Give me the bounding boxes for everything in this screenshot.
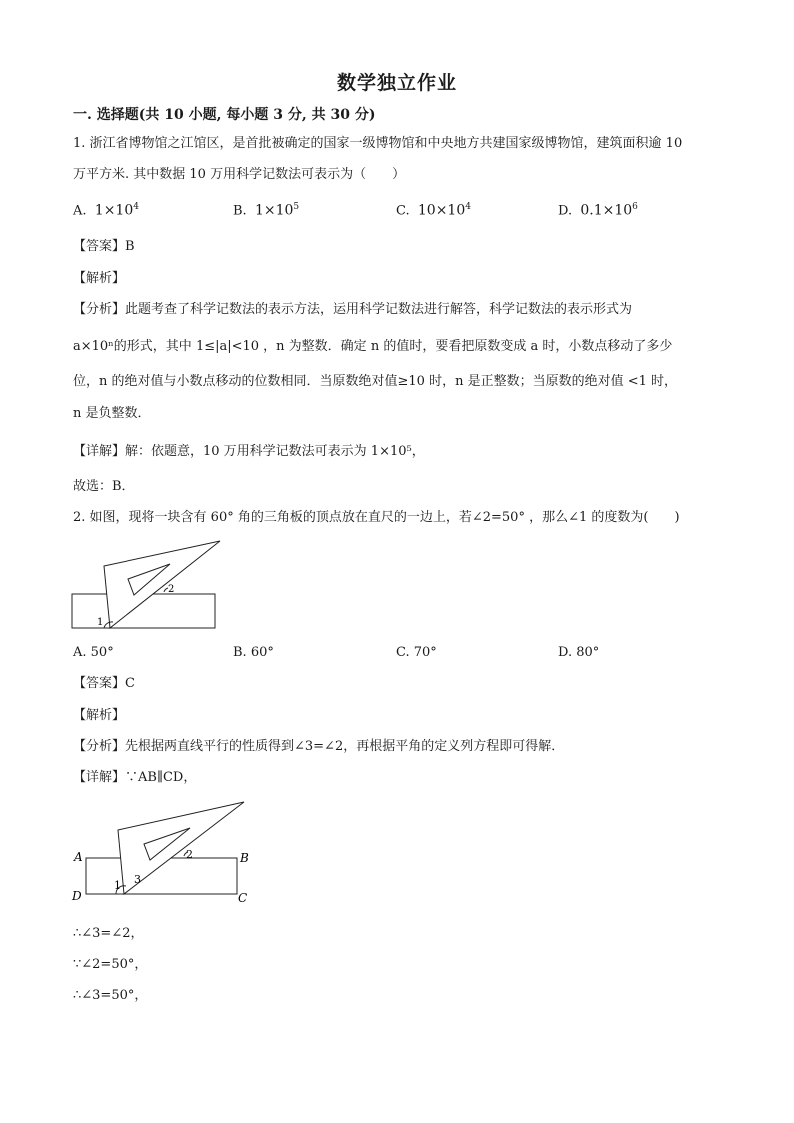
q2-jiexi-label: 【解析】 [73, 708, 126, 723]
angle-1-label: 1 [97, 617, 104, 628]
q1-option-b[interactable]: B. $1\times 10^5$ [233, 202, 300, 219]
q1-detail: 【详解】解：依题意，10 万用科学记数法可表示为 1×10⁵， [73, 444, 425, 459]
q1-stem-line1: 1. 浙江省博物馆之江馆区，是首批被确定的国家一级博物馆和中央地方共建国家级博物馆，建筑面积逾 10 [73, 136, 683, 151]
angle-1-label-labeled: 1 [114, 879, 121, 892]
q1-analysis-line2: a×10ⁿ的形式，其中 1≤|a|<10 ，n 为整数．确定 n 的值时，要看把原数变成 a 时，小数点移动了多少 [73, 339, 673, 354]
q1-choice: 故选：B． [73, 479, 135, 494]
q1-option-c[interactable]: C. $10\times 10^4$ [396, 202, 471, 219]
q1-analysis-line3: 位，n 的绝对值与小数点移动的位数相同．当原数绝对值≥10 时，n 是正整数；当原数的绝对值 <1 时， [73, 374, 678, 389]
q1-analysis-line4: n 是负整数． [73, 406, 151, 421]
point-c-label: C [238, 891, 248, 905]
point-a-label: A [74, 850, 83, 864]
section-heading: 一. 选择题(共 10 小题, 每小题 3 分, 共 30 分) [73, 107, 376, 123]
point-b-label: B [240, 851, 249, 865]
angle-3-label: 3 [134, 873, 141, 886]
q2-step2: ∵∠2=50°， [73, 957, 148, 972]
q1-jiexi-label: 【解析】 [73, 271, 126, 286]
q2-figure-ruler-triangle [60, 536, 230, 636]
q1-option-d[interactable]: D. $0.1\times 10^6$ [558, 202, 638, 219]
point-d-label: D [72, 889, 82, 903]
q2-answer: 【答案】C [73, 676, 135, 691]
triangle-outer [104, 541, 220, 628]
angle-2-label-labeled: 2 [186, 848, 193, 861]
q2-step1: ∴∠3=∠2， [73, 926, 144, 941]
q2-analysis: 【分析】先根据两直线平行的性质得到∠3=∠2，再根据平角的定义列方程即可得解． [73, 739, 565, 754]
q1-answer: 【答案】B [73, 239, 135, 254]
q2-figure-labeled [68, 798, 268, 910]
page-title: 数学独立作业 [336, 72, 457, 94]
q2-step3: ∴∠3=50°， [73, 988, 148, 1003]
q1-stem-line2: 万平方米. 其中数据 10 万用科学记数法可表示为（ ） [73, 167, 406, 182]
q2-option-b[interactable]: B. 60° [233, 645, 274, 660]
q2-stem: 2. 如图，现将一块含有 60° 角的三角板的顶点放在直尺的一边上，若∠2=50° ，那么∠1 的度数为( ) [73, 510, 680, 525]
q2-option-c[interactable]: C. 70° [396, 645, 437, 660]
q1-analysis-line1: 【分析】此题考查了科学记数法的表示方法，运用科学记数法进行解答，科学记数法的表示形式为 [73, 302, 633, 317]
q2-option-a[interactable]: A. 50° [73, 645, 114, 660]
q2-detail: 【详解】∵AB∥CD， [73, 770, 197, 785]
q2-option-d[interactable]: D. 80° [558, 645, 600, 660]
angle-2-label: 2 [168, 584, 175, 595]
q1-option-a[interactable]: A. $1\times 10^4$ [73, 202, 139, 219]
